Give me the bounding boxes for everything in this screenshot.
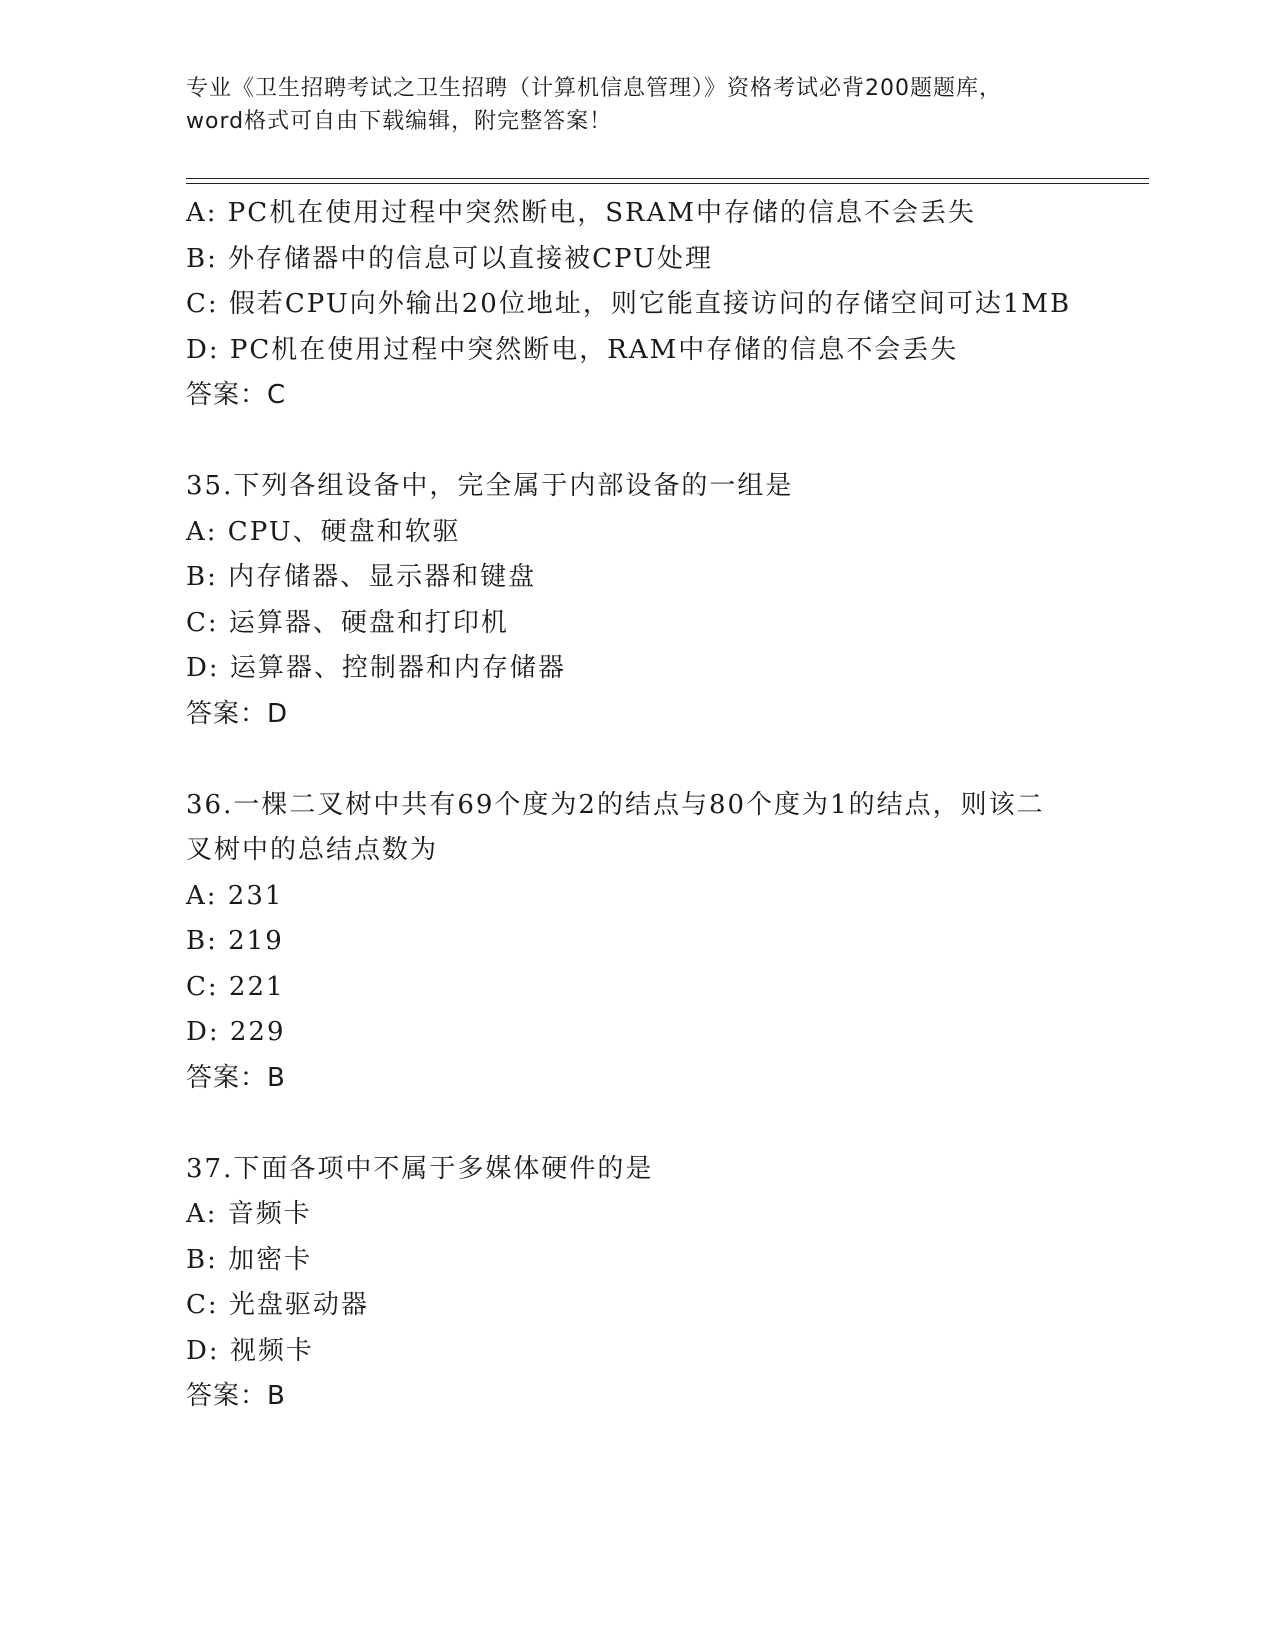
option-d: D: 运算器、控制器和内存储器: [186, 653, 566, 683]
header-divider-bottom: [186, 183, 1149, 184]
question-block-36: [186, 783, 1186, 1102]
answer-line: 答案：B: [186, 1062, 286, 1093]
option-c: C: 光盘驱动器: [186, 1290, 369, 1320]
answer-line: 答案：C: [186, 380, 287, 410]
option-d: D: 229: [186, 1017, 286, 1047]
option-b: B: 219: [186, 926, 284, 956]
option-c: C: 运算器、硬盘和打印机: [186, 607, 509, 638]
question-block-35: [186, 464, 1186, 737]
answer-line: 答案：B: [186, 1381, 286, 1411]
option-b: B: 外存储器中的信息可以直接被CPU处理: [186, 243, 713, 274]
option-c: C: 221: [186, 971, 285, 1002]
header-divider-top: [186, 178, 1149, 179]
answer-line: 答案：D: [186, 698, 289, 729]
spacer: [186, 1101, 1186, 1147]
question-block-37: [186, 1147, 1186, 1420]
header-line-1: 专业《卫生招聘考试之卫生招聘（计算机信息管理）》资格考试必背200题题库，: [186, 76, 1002, 101]
question-text: 37.下面各项中不属于多媒体硬件的是: [186, 1153, 654, 1184]
spacer: [186, 419, 1186, 465]
document-header: [186, 72, 1086, 138]
header-line-2: word格式可自由下载编辑，附完整答案！: [186, 109, 613, 134]
option-a: A: PC机在使用过程中突然断电，SRAM中存储的信息不会丢失: [186, 198, 976, 228]
option-d: D: PC机在使用过程中突然断电，RAM中存储的信息不会丢失: [186, 334, 959, 365]
option-d: D: 视频卡: [186, 1335, 314, 1366]
option-a: A: 音频卡: [186, 1199, 312, 1229]
question-text: 35.下列各组设备中，完全属于内部设备的一组是: [186, 471, 794, 501]
option-b: B: 内存储器、显示器和键盘: [186, 562, 537, 592]
spacer: [186, 737, 1186, 783]
option-b: B: 加密卡: [186, 1244, 313, 1275]
question-block-34: [186, 191, 1186, 419]
option-a: A: CPU、硬盘和软驱: [186, 516, 461, 547]
question-text: 36.一棵二叉树中共有69个度为2的结点与80个度为1的结点，则该二叉树中的总结点数为: [186, 789, 1045, 865]
option-c: C: 假若CPU向外输出20位地址，则它能直接访问的存储空间可达1MB: [186, 289, 1072, 319]
option-a: A: 231: [186, 880, 284, 911]
question-list: [186, 191, 1186, 1420]
